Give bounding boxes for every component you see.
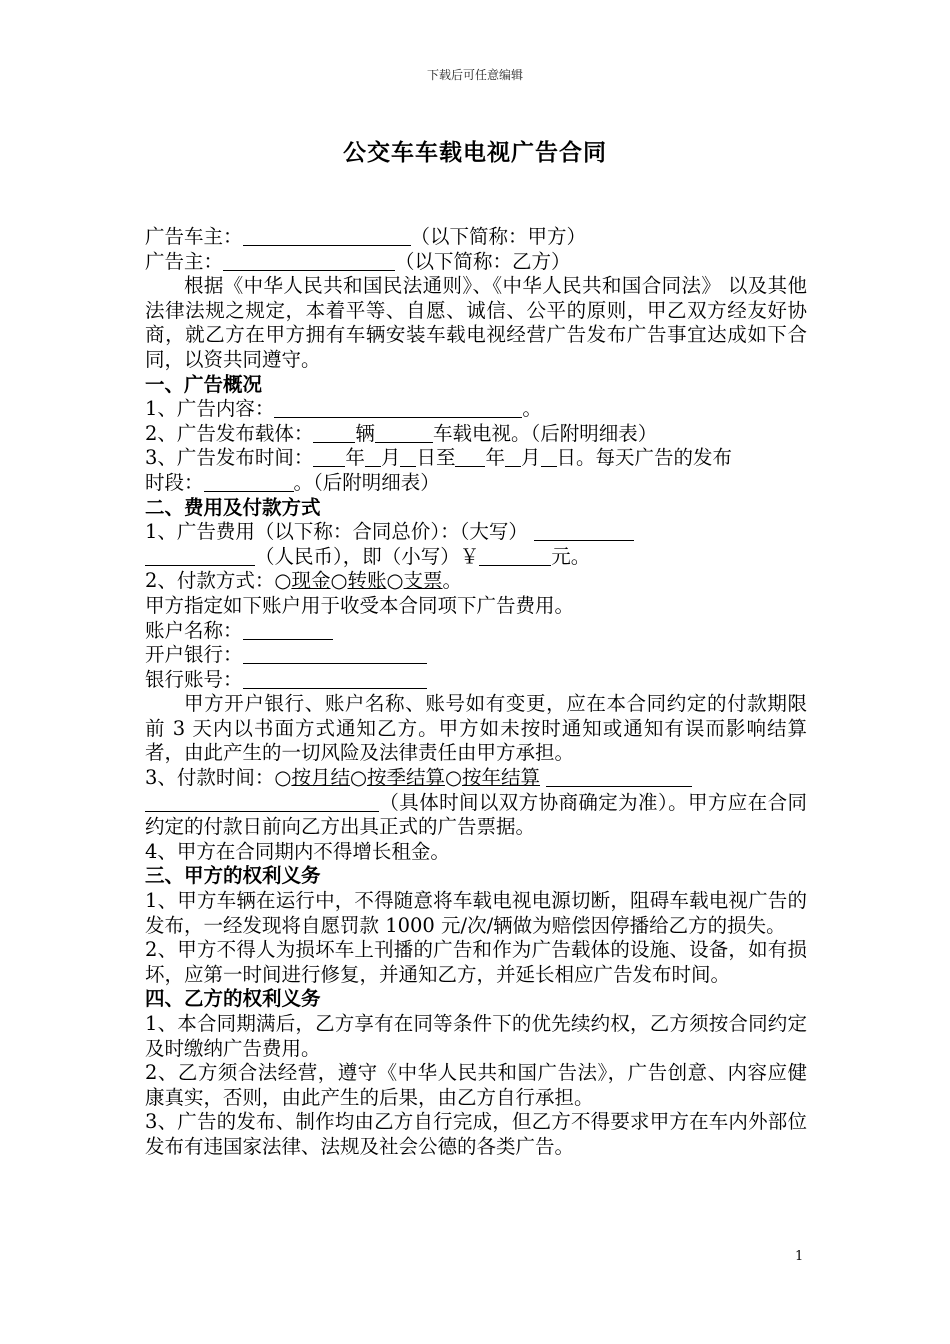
account-name-blank[interactable] xyxy=(243,620,333,640)
clause-4-2: 2、乙方须合法经营，遵守《中华人民共和国广告法》，广告创意、内容应健康真实，否则，由此产生的后果，由乙方自行承担。 xyxy=(145,1061,807,1109)
clause-2-3-continued xyxy=(145,791,807,840)
vehicle-count-blank[interactable] xyxy=(313,423,355,443)
payment-time-tail: （具体时间以双方协商确定为准）。甲方应在合同约定的付款日前向乙方出具正式的广告票据。 xyxy=(145,790,807,839)
account-intro: 甲方指定如下账户用于收受本合同项下广告费用。 xyxy=(145,593,575,617)
contract-body xyxy=(145,225,807,1160)
pay-option-check[interactable]: 支票 xyxy=(403,569,443,593)
payment-time-blank[interactable] xyxy=(546,767,692,787)
month-text: 月 xyxy=(380,446,401,470)
bank-name-label: 开户银行： xyxy=(145,643,243,667)
end-year-blank[interactable] xyxy=(455,447,485,467)
time-slot-tail: 。（后附明细表） xyxy=(293,470,440,494)
clause-3-1: 1、甲方车辆在运行中，不得随意将车载电视电源切断，阻碍车载电视广告的发布，一经发现将自愿罚款 1000 元/次/辆做为赔偿因停播给乙方的损失。 xyxy=(145,889,807,937)
section-2-heading: 二、费用及付款方式 xyxy=(145,495,321,519)
clause-1-1 xyxy=(145,397,807,422)
fee-mid: （人民币），即（小写）￥ xyxy=(255,544,480,568)
ad-content-blank[interactable] xyxy=(274,398,522,418)
publish-time-tail: 日。每天广告的发布 xyxy=(556,446,733,470)
option-circle-icon[interactable]: ○ xyxy=(444,766,462,790)
option-circle-icon[interactable]: ○ xyxy=(274,766,292,790)
start-year-blank[interactable] xyxy=(313,447,345,467)
clause-1-3 xyxy=(145,446,807,471)
month-text-2: 月 xyxy=(520,446,541,470)
clause-4-1: 1、本合同期满后，乙方享有在同等条件下的优先续约权，乙方须按合同约定及时缴纳广告费用。 xyxy=(145,1012,807,1060)
fee-number-blank[interactable] xyxy=(479,546,551,566)
carrier-label: 2、广告发布载体： xyxy=(145,421,314,445)
payment-time-label: 3、付款时间： xyxy=(145,766,275,790)
account-name-line xyxy=(145,619,807,644)
fee-end: 元。 xyxy=(551,544,591,568)
document-title: 公交车车载电视广告合同 xyxy=(343,139,607,166)
payment-method-label: 2、付款方式： xyxy=(145,569,275,593)
account-number-blank[interactable] xyxy=(243,669,427,689)
ad-content-end: 。 xyxy=(522,397,542,421)
day-to-text: 日至 xyxy=(416,446,456,470)
fee-uppercase-blank-2[interactable] xyxy=(145,546,255,566)
clause-2-1 xyxy=(145,520,807,545)
clause-1-3-line-2 xyxy=(145,471,807,496)
fee-uppercase-blank[interactable] xyxy=(534,521,634,541)
pay-option-cash[interactable]: 现金 xyxy=(291,569,331,593)
year-text-2: 年 xyxy=(485,446,505,470)
payment-time-blank-2[interactable] xyxy=(145,792,379,812)
clause-2-4: 4、甲方在合同期内不得增长租金。 xyxy=(145,839,450,863)
time-option-yearly[interactable]: 按年结算 xyxy=(462,766,541,790)
owner-line xyxy=(145,225,807,250)
page-header: 下载后可任意编辑 xyxy=(426,68,523,82)
account-number-line xyxy=(145,668,807,693)
carrier-tail: 车载电视。（后附明细表） xyxy=(432,421,658,445)
clause-3-2: 2、甲方不得人为损坏车上刊播的广告和作为广告载体的设施、设备，如有损坏，应第一时间进行修复，并通知乙方，并延长相应广告发布时间。 xyxy=(145,938,807,986)
owner-note: （以下简称：甲方） xyxy=(410,225,587,248)
time-slot-label: 时段： xyxy=(145,470,204,494)
account-name-label: 账户名称： xyxy=(145,618,243,642)
year-text: 年 xyxy=(345,446,365,470)
section-1-heading: 一、广告概况 xyxy=(145,372,263,396)
clause-1-2 xyxy=(145,422,807,447)
publish-time-label: 3、广告发布时间： xyxy=(145,446,314,470)
advertiser-note: （以下简称：乙方） xyxy=(395,249,571,273)
owner-label: 广告车主： xyxy=(145,225,243,248)
start-month-blank[interactable] xyxy=(365,447,381,467)
owner-blank[interactable] xyxy=(243,226,411,246)
fee-label: 1、广告费用（以下称：合同总价）：（大写） xyxy=(145,520,528,544)
vehicle-unit: 辆 xyxy=(355,421,375,445)
advertiser-label: 广告主： xyxy=(145,249,224,273)
section-4-heading: 四、乙方的权利义务 xyxy=(145,987,321,1011)
intro-paragraph: 根据《中华人民共和国民法通则》、《中华人民共和国合同法》 以及其他法律法规之规定，本着平等、自愿、诚信、公平的原则，甲乙双方经友好协商，就乙方在甲方拥有车辆安装车载电视经营广告发布广告事宜达成如下合同，以资共同遵守。 xyxy=(145,274,807,371)
start-day-blank[interactable] xyxy=(400,447,416,467)
bank-name-line xyxy=(145,643,807,668)
option-circle-icon[interactable]: ○ xyxy=(386,569,404,593)
clause-4-3: 3、广告的发布、制作均由乙方自行完成，但乙方不得要求甲方在车内外部位发布有违国家法律、法规及社会公德的各类广告。 xyxy=(145,1110,807,1158)
tv-count-blank[interactable] xyxy=(375,423,433,443)
time-option-monthly[interactable]: 按月结 xyxy=(291,766,350,790)
advertiser-blank[interactable] xyxy=(223,251,395,271)
clause-2-3 xyxy=(145,766,807,791)
option-circle-icon[interactable]: ○ xyxy=(330,569,348,593)
end-day-blank[interactable] xyxy=(541,447,557,467)
section-3-heading: 三、甲方的权利义务 xyxy=(145,864,321,888)
clause-2-2 xyxy=(145,569,807,594)
bank-name-blank[interactable] xyxy=(243,644,427,664)
end-month-blank[interactable] xyxy=(505,447,521,467)
time-slot-blank[interactable] xyxy=(204,472,294,492)
account-number-label: 银行账号： xyxy=(145,667,243,691)
time-option-quarterly[interactable]: 按季结算 xyxy=(366,766,445,790)
advertiser-line xyxy=(145,250,807,275)
pay-option-transfer[interactable]: 转账 xyxy=(347,569,387,593)
clause-2-1-line-2 xyxy=(145,545,807,570)
bank-change-paragraph: 甲方开户银行、账户名称、账号如有变更，应在本合同约定的付款期限前 3 天内以书面方式通知乙方。甲方如未按时通知或通知有误而影响结算者，由此产生的一切风险及法律责任由甲方承担。 xyxy=(145,692,807,765)
option-circle-icon[interactable]: ○ xyxy=(349,766,367,790)
payment-method-end: 。 xyxy=(442,569,463,593)
option-circle-icon[interactable]: ○ xyxy=(274,569,292,593)
ad-content-label: 1、广告内容： xyxy=(145,397,275,421)
page-number: 1 xyxy=(795,1249,804,1264)
